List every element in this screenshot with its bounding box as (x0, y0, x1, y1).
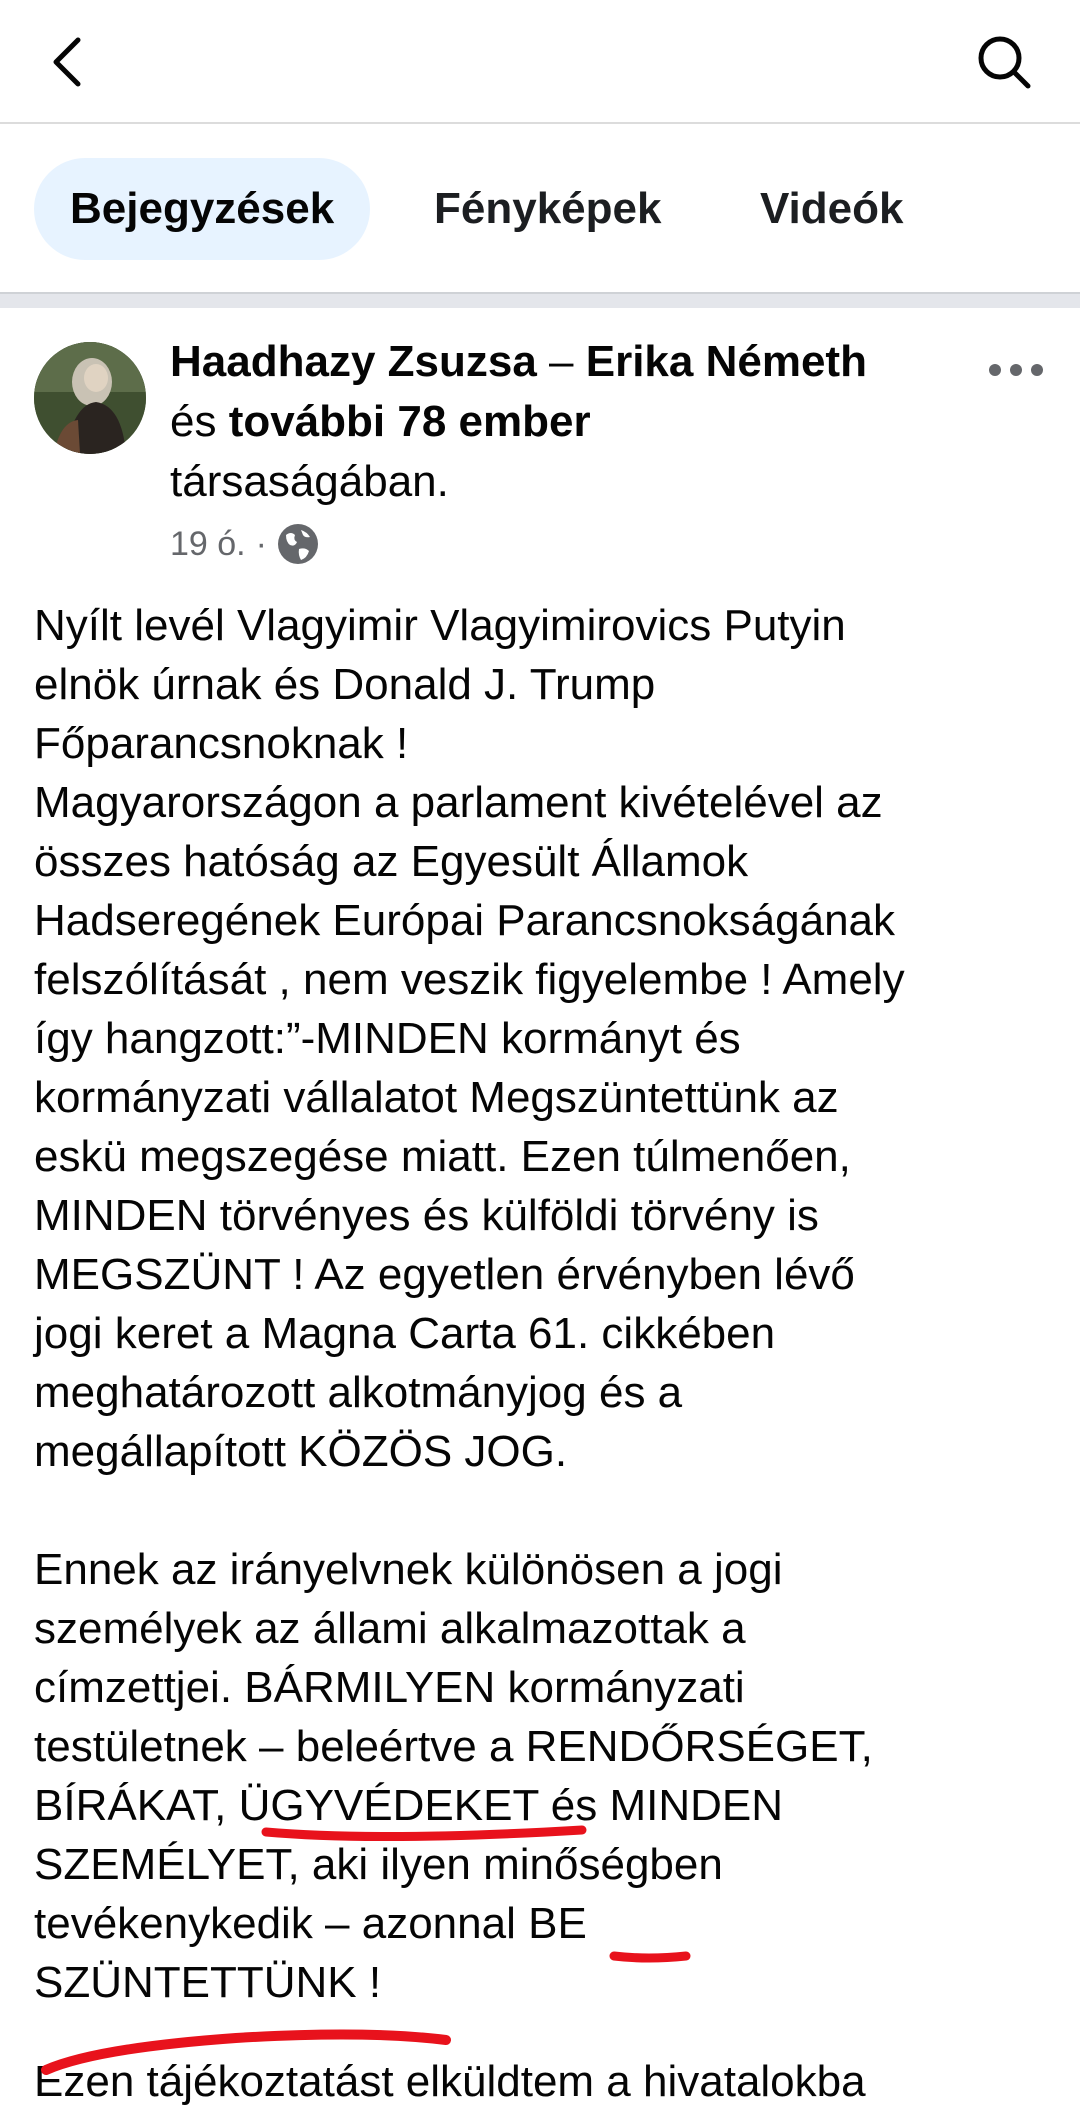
top-bar (0, 0, 1080, 124)
post-line: így hangzott:”-MINDEN kormányt és (34, 1014, 741, 1063)
section-divider (0, 292, 1080, 308)
more-horizontal-icon (988, 363, 1044, 377)
underlined-ugyvedeket: ÜGYVÉDEKET (238, 1781, 539, 1830)
line-text: tevékenykedik – azonnal (34, 1899, 529, 1948)
post-line: kormányzati vállalatot Megszüntettünk az (34, 1073, 839, 1122)
post-time[interactable]: 19 ó. (170, 524, 246, 563)
chevron-left-icon (48, 32, 88, 92)
post-line: Magyarországon a parlament kivételével az (34, 778, 883, 827)
post-line: felszólítását , nem veszik figyelembe ! Amely (34, 955, 905, 1004)
post-author[interactable]: Haadhazy Zsuzsa (170, 337, 537, 386)
meta-separator: · (255, 524, 267, 563)
search-icon (974, 32, 1034, 92)
avatar[interactable] (34, 342, 146, 454)
paragraph-gap (34, 1481, 1064, 1540)
post-line: megállapított KÖZÖS JOG. (34, 1427, 568, 1476)
tab-photos[interactable]: Fényképek (434, 184, 662, 233)
tagged-person[interactable]: Erika Németh (585, 337, 867, 386)
post-line: Nyílt levél Vlagyimir Vlagyimirovics Putyin (34, 601, 846, 650)
post-line: meghatározott alkotmányjog és a (34, 1368, 683, 1417)
post-line (34, 1894, 1064, 1953)
post-line: SZÜNTETTÜNK ! (34, 1958, 382, 2007)
post-line: személyek az állami alkalmazottak a (34, 1604, 746, 1653)
post-line: címzettjei. BÁRMILYEN kormányzati (34, 1663, 745, 1712)
post-line: eskü megszegése miatt. Ezen túlmenően, (34, 1132, 851, 1181)
and-text: és (170, 397, 229, 446)
post-header-text (170, 332, 970, 512)
globe-icon (277, 523, 319, 565)
others-link[interactable]: további 78 ember (228, 397, 591, 446)
post-body (34, 596, 1064, 2111)
more-options-button[interactable] (980, 348, 1052, 392)
line-text: BÍRÁKAT, (34, 1781, 239, 1830)
post-line: Főparancsnoknak ! (34, 719, 409, 768)
post-line: MEGSZÜNT ! Az egyetlen érvényben lévő (34, 1250, 855, 1299)
underlined-be: BE (528, 1899, 587, 1948)
post-line: összes hatóság az Egyesült Államok (34, 837, 749, 886)
tab-posts[interactable]: Bejegyzések (34, 158, 370, 260)
post-line: Ennek az irányelvnek különösen a jogi (34, 1545, 783, 1594)
post-line: testületnek – beleértve a RENDŐRSÉGET, (34, 1722, 873, 1771)
post-header (0, 308, 1080, 576)
search-button[interactable] (966, 24, 1042, 100)
back-button[interactable] (38, 24, 98, 100)
line-text: és MINDEN (538, 1781, 784, 1830)
profile-tabs (0, 124, 1080, 292)
tab-videos[interactable]: Videók (760, 184, 904, 233)
post-line (34, 1776, 1064, 1835)
post-line: SZEMÉLYET, aki ilyen minőségben (34, 1840, 723, 1889)
post-line: Ezen tájékoztatást elküldtem a hivatalokba (34, 2057, 866, 2106)
post-line: Hadseregének Európai Parancsnokságának (34, 896, 896, 945)
spacer (34, 2012, 1064, 2052)
with-suffix: társaságában. (170, 457, 449, 506)
post-line: jogi keret a Magna Carta 61. cikkében (34, 1309, 776, 1358)
post-line: MINDEN törvényes és külföldi törvény is (34, 1191, 819, 1240)
dash: – (536, 337, 586, 386)
post-line: elnök úrnak és Donald J. Trump (34, 660, 656, 709)
post-meta (170, 520, 319, 568)
